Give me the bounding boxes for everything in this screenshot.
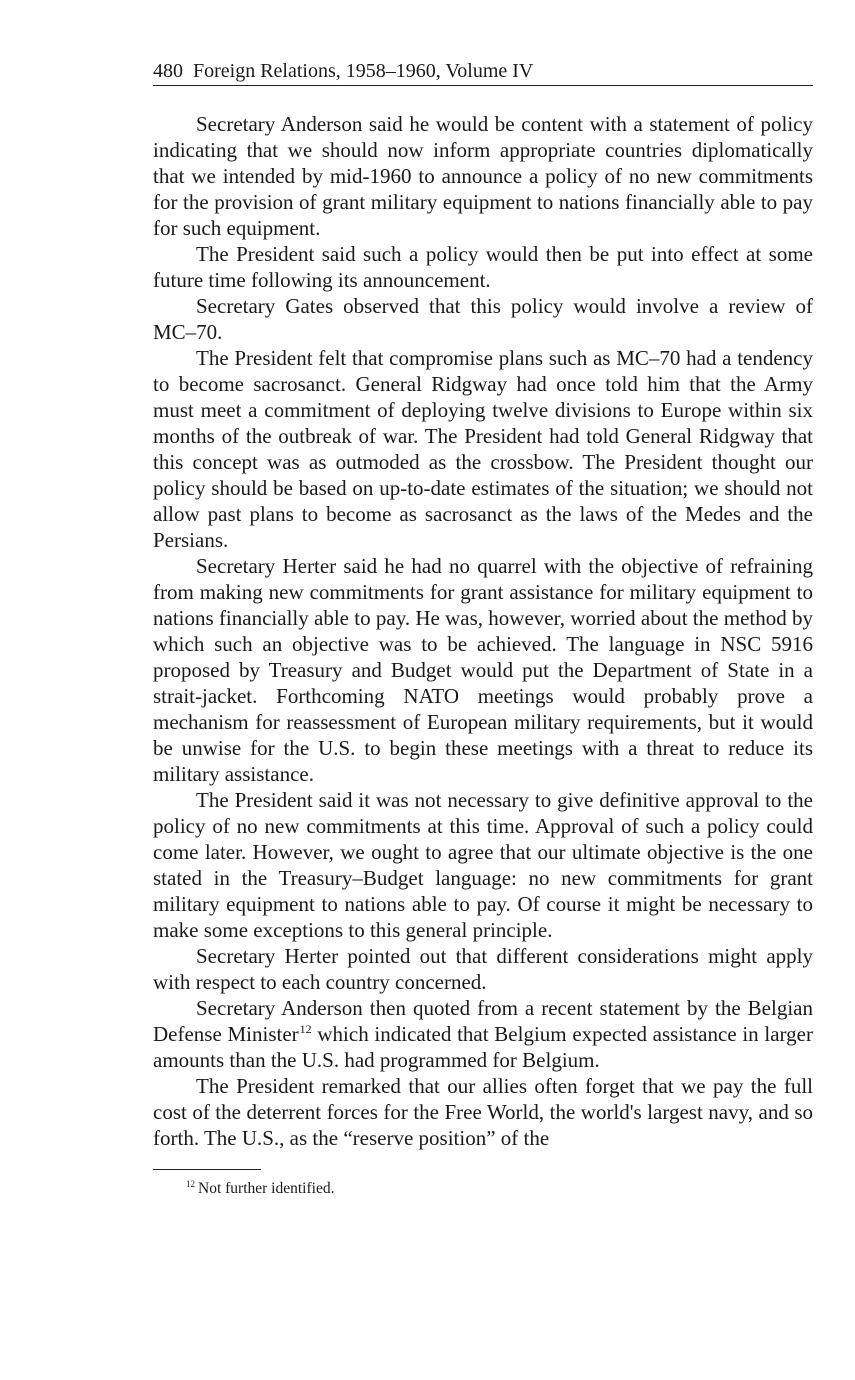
footnote [186,1179,813,1199]
footnote-divider [153,1169,261,1170]
document-page [153,58,813,1199]
volume-title: Foreign Relations, 1958–1960, Volume IV [193,60,534,82]
paragraph: The President felt that compromise plans such as MC–70 had a tendency to become sacrosanct. General Ridgway had once told him that the Army must meet a commitment of deploying twelve divisions to Europe within six months of the outbreak of war. The President had told General Ridgway that this concept was as outmoded as the crossbow. The President thought our policy should be based on up-to-date estimates of the situation; we should not allow past plans to become as sacrosanct as the laws of the Medes and the Persians. [153,346,813,552]
paragraph-text: Secretary Anderson then quoted from a recent statement by the Belgian Defense Minister [153,996,813,1046]
paragraph: Secretary Herter said he had no quarrel with the objective of refraining from making new commitments for grant assistance for military equipment to nations financially able to pay. He was, however, worried about the method by which such an objective was to be achieved. The language in NSC 5916 proposed by Treasury and Budget would put the Department of State in a strait-jacket. Forthcoming NATO meetings would probably prove a mechanism for reassessment of European military requirements, but it would be unwise for the U.S. to begin these meetings with a threat to reduce its military assistance. [153,554,813,786]
paragraph: Secretary Gates observed that this policy would involve a review of MC–70. [153,294,813,344]
body-text [153,111,813,1151]
footnote-number: 12 [186,1178,195,1189]
running-header [153,58,813,86]
page-number: 480 [153,60,183,82]
paragraph [153,995,813,1073]
paragraph: Secretary Anderson said he would be content with a statement of policy indicating that we should now inform appropriate countries diplomatically that we intended by mid-1960 to announce a policy of no new commitments for the provision of grant military equipment to nations financially able to pay for such equipment. [153,112,813,240]
paragraph-text: which indicated that Belgium expected assistance in larger amounts than the U.S. had programmed for Belgium. [153,1022,813,1072]
paragraph: The President remarked that our allies often forget that we pay the full cost of the deterrent forces for the Free World, the world's largest navy, and so forth. The U.S., as the “reserve position” of the [153,1074,813,1150]
paragraph: The President said it was not necessary to give definitive approval to the policy of no new commitments at this time. Approval of such a policy could come later. However, we ought to agree that our ultimate objective is the one stated in the Treasury–Budget language: no new commitments for grant military equipment to nations able to pay. Of course it might be necessary to make some exceptions to this general principle. [153,788,813,942]
paragraph: Secretary Herter pointed out that different considerations might apply with respect to each country concerned. [153,944,813,994]
paragraph: The President said such a policy would then be put into effect at some future time following its announcement. [153,242,813,292]
footnote-text: Not further identified. [198,1180,335,1197]
footnote-reference[interactable]: 12 [299,1022,312,1036]
